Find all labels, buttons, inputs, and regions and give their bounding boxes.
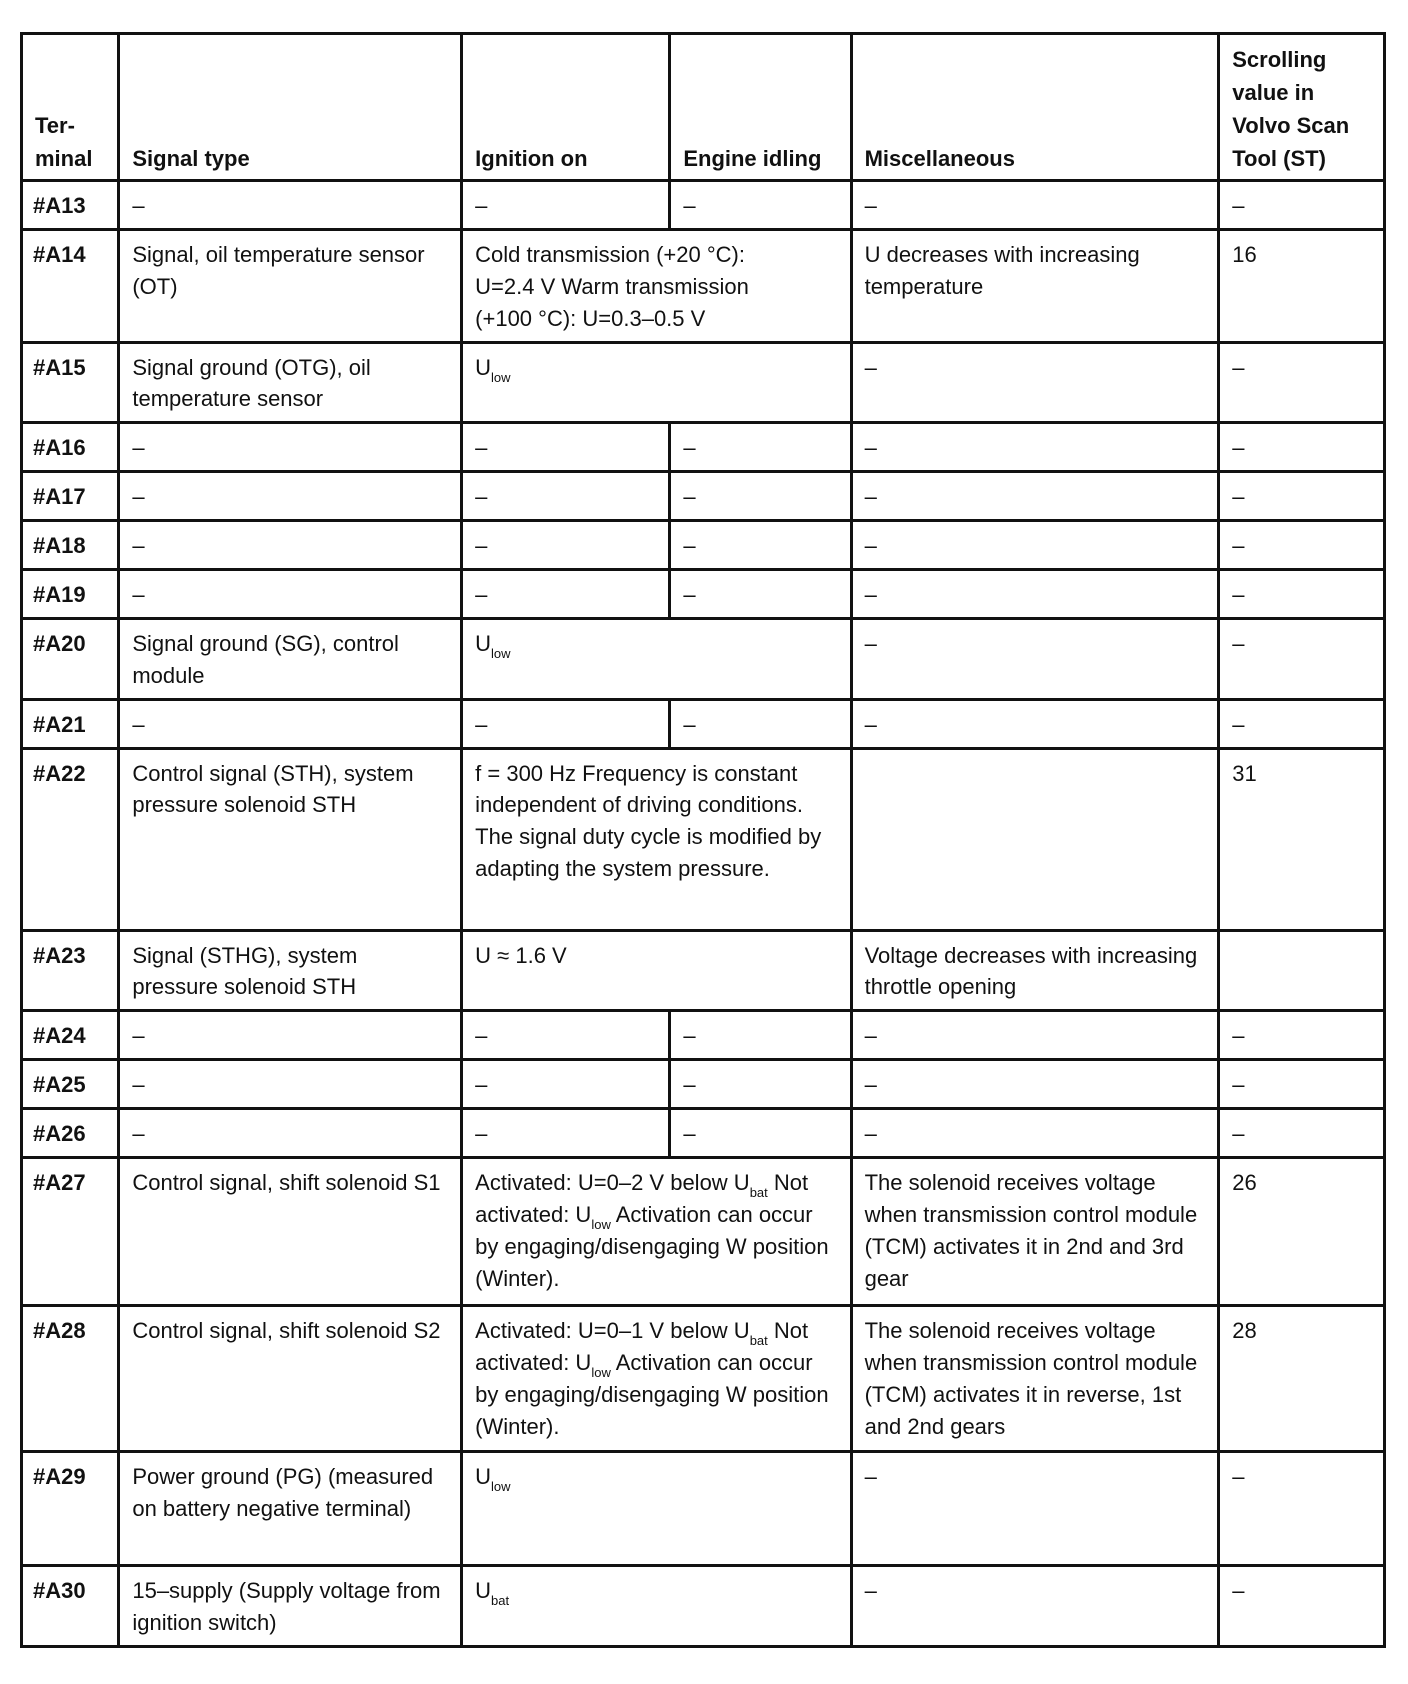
table-row bbox=[22, 1060, 1385, 1109]
terminal-cell: #A14 bbox=[22, 229, 119, 342]
terminal-cell: #A23 bbox=[22, 930, 119, 1011]
ignition-idling-cell bbox=[462, 1566, 851, 1647]
idling-cell: – bbox=[670, 1011, 851, 1060]
table-row bbox=[22, 1109, 1385, 1158]
voltage-subscript: low bbox=[591, 1216, 611, 1232]
table-row bbox=[22, 618, 1385, 699]
ignition-idling-cell bbox=[462, 1306, 851, 1452]
voltage-subscript: bat bbox=[749, 1333, 768, 1349]
scan-tool-cell: – bbox=[1219, 472, 1385, 521]
ignition-line: U=2.4 V Warm transmission bbox=[475, 273, 749, 299]
ignition-cell: – bbox=[462, 423, 670, 472]
header-terminal: Ter- minal bbox=[22, 34, 119, 181]
scan-tool-cell: – bbox=[1219, 570, 1385, 619]
table-row bbox=[22, 930, 1385, 1011]
scan-tool-cell: – bbox=[1219, 181, 1385, 230]
idling-cell: – bbox=[670, 1060, 851, 1109]
header-engine-idling: Engine idling bbox=[670, 34, 851, 181]
signal-type-cell: – bbox=[119, 699, 462, 748]
signal-type-cell: – bbox=[119, 570, 462, 619]
ignition-idling-cell bbox=[462, 618, 851, 699]
terminal-cell: #A20 bbox=[22, 618, 119, 699]
misc-cell: – bbox=[851, 342, 1219, 423]
scan-tool-cell: 26 bbox=[1219, 1158, 1385, 1306]
voltage-subscript: low bbox=[491, 1479, 511, 1495]
signal-type-cell: – bbox=[119, 1060, 462, 1109]
terminal-cell: #A29 bbox=[22, 1452, 119, 1566]
ignition-cell: – bbox=[462, 472, 670, 521]
misc-cell: – bbox=[851, 1011, 1219, 1060]
table-row bbox=[22, 1566, 1385, 1647]
table-row bbox=[22, 423, 1385, 472]
misc-cell: – bbox=[851, 618, 1219, 699]
idling-cell: – bbox=[670, 1109, 851, 1158]
ignition-cell: – bbox=[462, 699, 670, 748]
signal-type-cell: – bbox=[119, 181, 462, 230]
scan-tool-cell: – bbox=[1219, 1452, 1385, 1566]
misc-cell: – bbox=[851, 1109, 1219, 1158]
scan-tool-cell: – bbox=[1219, 423, 1385, 472]
signal-type-cell: Signal, oil temperature sensor (OT) bbox=[119, 229, 462, 342]
ignition-cell: – bbox=[462, 521, 670, 570]
ignition-cell: – bbox=[462, 1109, 670, 1158]
terminal-cell: #A19 bbox=[22, 570, 119, 619]
ignition-idling-cell bbox=[462, 1452, 851, 1566]
idling-cell: – bbox=[670, 472, 851, 521]
table-row bbox=[22, 472, 1385, 521]
terminal-cell: #A28 bbox=[22, 1306, 119, 1452]
table-row bbox=[22, 748, 1385, 930]
terminal-cell: #A21 bbox=[22, 699, 119, 748]
signal-type-cell: – bbox=[119, 1109, 462, 1158]
terminal-cell: #A13 bbox=[22, 181, 119, 230]
signal-type-cell: Control signal, shift solenoid S2 bbox=[119, 1306, 462, 1452]
ignition-text: Activated: U=0–2 V below U bbox=[475, 1170, 750, 1196]
ignition-idling-cell: U ≈ 1.6 V bbox=[462, 930, 851, 1011]
header-signal-type: Signal type bbox=[119, 34, 462, 181]
signal-type-cell: Power ground (PG) (measured on battery negative terminal) bbox=[119, 1452, 462, 1566]
voltage-subscript: low bbox=[591, 1364, 611, 1380]
ignition-text: Activation can occur by engaging/disengaging W position (Winter). bbox=[475, 1201, 829, 1291]
scan-tool-cell: – bbox=[1219, 521, 1385, 570]
misc-cell: Voltage decreases with increasing throttle opening bbox=[851, 930, 1219, 1011]
header-scan-tool: Scrolling value in Volvo Scan Tool (ST) bbox=[1219, 34, 1385, 181]
scan-tool-cell: 28 bbox=[1219, 1306, 1385, 1452]
scan-tool-cell bbox=[1219, 930, 1385, 1011]
voltage-symbol: U bbox=[475, 630, 492, 656]
header-miscellaneous: Miscellaneous bbox=[851, 34, 1219, 181]
voltage-subscript: low bbox=[491, 369, 511, 385]
signal-type-cell: – bbox=[119, 521, 462, 570]
terminal-cell: #A17 bbox=[22, 472, 119, 521]
signal-type-cell: Signal ground (SG), control module bbox=[119, 618, 462, 699]
signal-type-cell: Control signal (STH), system pressure solenoid STH bbox=[119, 748, 462, 930]
idling-cell: – bbox=[670, 181, 851, 230]
ignition-cell: – bbox=[462, 1011, 670, 1060]
scan-tool-cell: – bbox=[1219, 699, 1385, 748]
table-row bbox=[22, 181, 1385, 230]
misc-cell: The solenoid receives voltage when transmission control module (TCM) activates it in reverse, 1st and 2nd gears bbox=[851, 1306, 1219, 1452]
misc-cell: – bbox=[851, 1060, 1219, 1109]
signal-type-cell: 15–supply (Supply voltage from ignition switch) bbox=[119, 1566, 462, 1647]
table-row bbox=[22, 342, 1385, 423]
signal-type-cell: – bbox=[119, 1011, 462, 1060]
scan-tool-cell: 16 bbox=[1219, 229, 1385, 342]
terminal-cell: #A24 bbox=[22, 1011, 119, 1060]
table-row bbox=[22, 1011, 1385, 1060]
ignition-line: Cold transmission (+20 °C): bbox=[475, 241, 745, 267]
signal-type-cell: Control signal, shift solenoid S1 bbox=[119, 1158, 462, 1306]
misc-cell: – bbox=[851, 521, 1219, 570]
table-row bbox=[22, 1158, 1385, 1306]
misc-cell: – bbox=[851, 699, 1219, 748]
ignition-text: Not activated: U bbox=[475, 1170, 809, 1227]
ignition-text: Activation can occur by engaging/disengaging W position (Winter). bbox=[475, 1349, 829, 1439]
terminal-cell: #A30 bbox=[22, 1566, 119, 1647]
misc-cell: – bbox=[851, 1566, 1219, 1647]
scan-tool-cell: 31 bbox=[1219, 748, 1385, 930]
voltage-subscript: bat bbox=[491, 1593, 510, 1609]
voltage-subscript: low bbox=[491, 645, 511, 661]
misc-cell: – bbox=[851, 423, 1219, 472]
idling-cell: – bbox=[670, 570, 851, 619]
table-row bbox=[22, 521, 1385, 570]
terminal-cell: #A18 bbox=[22, 521, 119, 570]
voltage-symbol: U bbox=[475, 1578, 492, 1604]
misc-cell: – bbox=[851, 1452, 1219, 1566]
ignition-idling-cell: f = 300 Hz Frequency is constant independent of driving conditions. The signal duty cycle is modified by adapting the system pressure. bbox=[462, 748, 851, 930]
ignition-cell: – bbox=[462, 1060, 670, 1109]
ignition-text: Activated: U=0–1 V below U bbox=[475, 1318, 750, 1344]
terminal-cell: #A16 bbox=[22, 423, 119, 472]
ignition-cell: – bbox=[462, 181, 670, 230]
header-row bbox=[22, 34, 1385, 181]
table-row bbox=[22, 570, 1385, 619]
table-row bbox=[22, 229, 1385, 342]
idling-cell: – bbox=[670, 699, 851, 748]
voltage-symbol: U bbox=[475, 354, 492, 380]
scan-tool-cell: – bbox=[1219, 1060, 1385, 1109]
misc-cell: U decreases with increasing temperature bbox=[851, 229, 1219, 342]
terminal-cell: #A15 bbox=[22, 342, 119, 423]
voltage-subscript: bat bbox=[749, 1185, 768, 1201]
terminal-cell: #A26 bbox=[22, 1109, 119, 1158]
idling-cell: – bbox=[670, 521, 851, 570]
ignition-idling-cell bbox=[462, 342, 851, 423]
table-row bbox=[22, 699, 1385, 748]
signal-type-cell: Signal (STHG), system pressure solenoid STH bbox=[119, 930, 462, 1011]
misc-cell: The solenoid receives voltage when transmission control module (TCM) activates it in 2nd and 3rd gear bbox=[851, 1158, 1219, 1306]
ignition-idling-cell bbox=[462, 1158, 851, 1306]
ignition-text: Not activated: U bbox=[475, 1318, 809, 1375]
signal-type-cell: – bbox=[119, 472, 462, 521]
scan-tool-cell: – bbox=[1219, 1011, 1385, 1060]
scan-tool-cell: – bbox=[1219, 1109, 1385, 1158]
ignition-line: (+100 °C): U=0.3–0.5 V bbox=[475, 305, 706, 331]
header-ignition-on: Ignition on bbox=[462, 34, 670, 181]
terminal-cell: #A25 bbox=[22, 1060, 119, 1109]
signal-type-cell: – bbox=[119, 423, 462, 472]
scan-tool-cell: – bbox=[1219, 1566, 1385, 1647]
misc-cell: – bbox=[851, 181, 1219, 230]
misc-cell: – bbox=[851, 472, 1219, 521]
idling-cell: – bbox=[670, 423, 851, 472]
scan-tool-cell: – bbox=[1219, 342, 1385, 423]
voltage-symbol: U bbox=[475, 1464, 492, 1490]
ignition-idling-cell bbox=[462, 229, 851, 342]
misc-cell: – bbox=[851, 570, 1219, 619]
signal-type-cell: Signal ground (OTG), oil temperature sensor bbox=[119, 342, 462, 423]
table-row bbox=[22, 1452, 1385, 1566]
scan-tool-cell: – bbox=[1219, 618, 1385, 699]
terminal-cell: #A27 bbox=[22, 1158, 119, 1306]
ignition-cell: – bbox=[462, 570, 670, 619]
terminal-cell: #A22 bbox=[22, 748, 119, 930]
terminal-signal-table bbox=[20, 32, 1386, 1648]
table-row bbox=[22, 1306, 1385, 1452]
misc-cell bbox=[851, 748, 1219, 930]
